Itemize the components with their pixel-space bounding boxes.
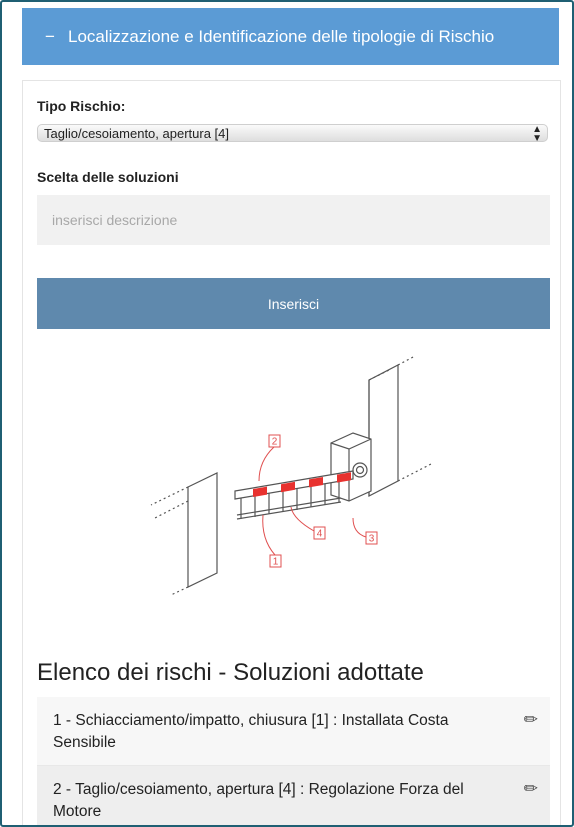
risk-type-selected-value: Taglio/cesoiamento, apertura [4]	[44, 126, 229, 141]
list-item-text: 2 - Taglio/cesoiamento, apertura [4] : Regolazione Forza del Motore	[53, 781, 464, 820]
risk-type-label: Tipo Rischio:	[37, 98, 126, 114]
callout-1: 1	[272, 556, 279, 568]
pencil-icon[interactable]: ✏	[523, 710, 538, 729]
list-item	[37, 766, 550, 827]
insert-button[interactable]: Inserisci	[37, 278, 550, 329]
panel-header[interactable]	[22, 8, 559, 65]
list-item-text: 1 - Schiacciamento/impatto, chiusura [1] : Installata Costa Sensibile	[53, 712, 449, 751]
callout-4: 4	[316, 528, 323, 540]
collapse-icon[interactable]: −	[45, 26, 55, 46]
callout-2: 2	[271, 436, 278, 448]
callout-3: 3	[368, 533, 375, 545]
solution-description-input[interactable]: inserisci descrizione	[37, 195, 550, 245]
gate-barrier-diagram	[23, 343, 560, 633]
solutions-label: Scelta delle soluzioni	[37, 169, 179, 185]
risk-type-select[interactable]	[37, 124, 548, 142]
risk-list-title: Elenco dei rischi - Soluzioni adottate	[37, 659, 424, 686]
list-item	[37, 697, 550, 766]
select-arrows-icon: ▲ ▼	[532, 124, 542, 144]
pencil-icon[interactable]: ✏	[523, 779, 538, 798]
panel-title: Localizzazione e Identificazione delle tipologie di Rischio	[68, 26, 495, 46]
risk-list	[37, 697, 550, 827]
panel-body	[22, 80, 561, 827]
